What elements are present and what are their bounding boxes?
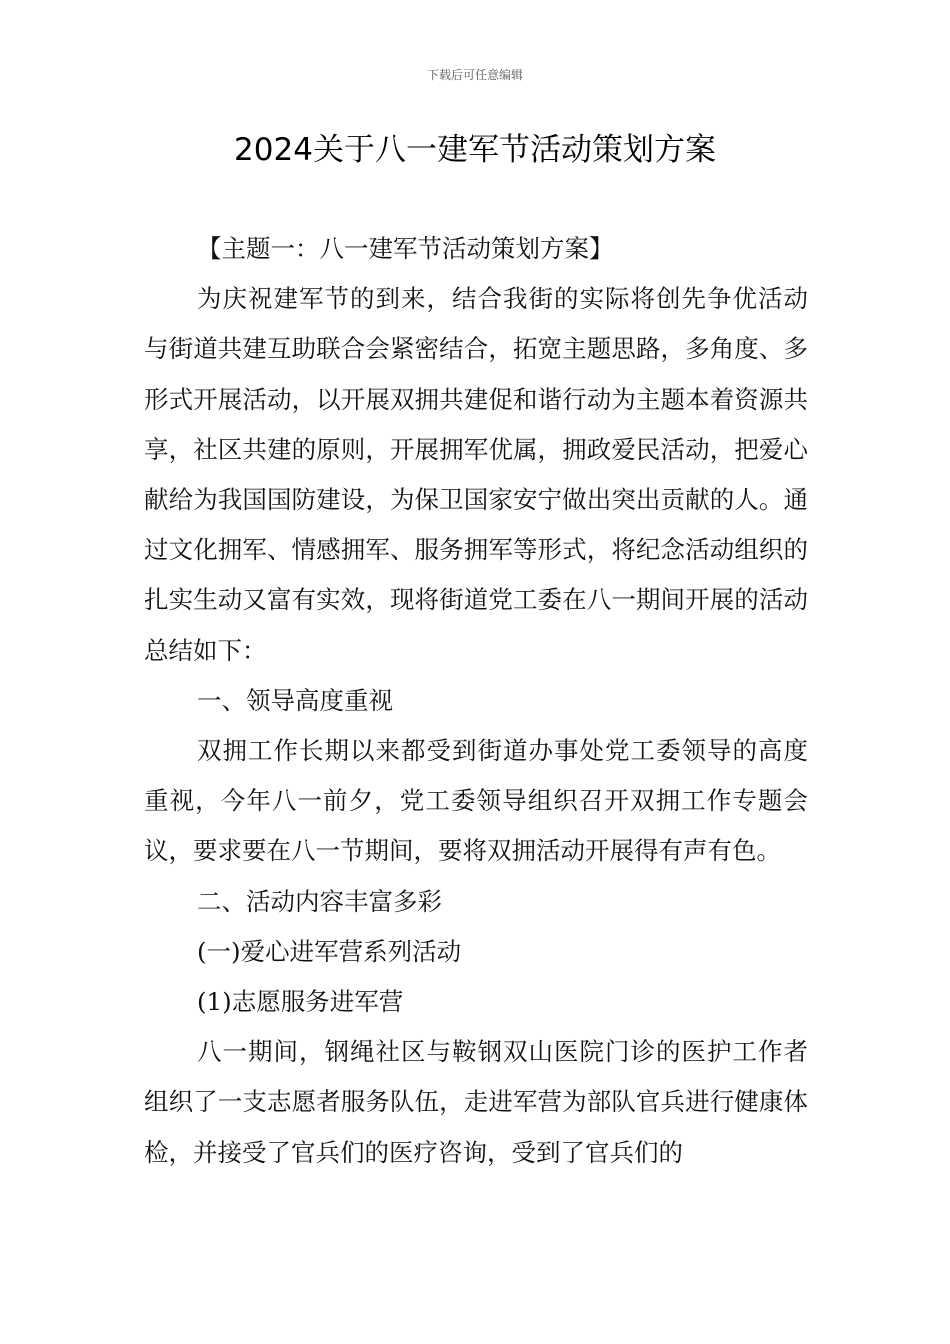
volunteer-paragraph: 八一期间，钢绳社区与鞍钢双山医院门诊的医护工作者组织了一支志愿者服务队伍，走进军营为部队官兵进行健康体检，并接受了官兵们的医疗咨询，受到了官兵们的 bbox=[144, 1037, 808, 1167]
document-title: 2024关于八一建军节活动策划方案 bbox=[234, 132, 716, 168]
intro-paragraph: 为庆祝建军节的到来，结合我街的实际将创先争优活动与街道共建互助联合会紧密结合，拓宽主题思路，多角度、多形式开展活动，以开展双拥共建促和谐行动为主题本着资源共享，社区共建的原则，开展拥军优属，拥政爱民活动，把爱心献给为我国国防建设，为保卫国家安宁做出突出贡献的人。通过文化拥军、情感拥军、服务拥军等形式，将纪念活动组织的扎实生动又富有实效，现将街道党工委在八一期间开展的活动总结如下： bbox=[144, 284, 808, 665]
section-heading-theme-one: 【主题一：八一建军节活动策划方案】 bbox=[197, 234, 614, 263]
section-heading-activities: 二、活动内容丰富多彩 bbox=[197, 886, 442, 916]
document-body bbox=[144, 224, 808, 1178]
header-note: 下载后可任意编辑 bbox=[426, 68, 523, 82]
subsection-heading-volunteer: (1)志愿服务进军营 bbox=[197, 987, 404, 1017]
section-heading-leadership: 一、领导高度重视 bbox=[197, 685, 393, 715]
subsection-heading-love-barracks: (一)爱心进军营系列活动 bbox=[197, 936, 462, 966]
leadership-paragraph: 双拥工作长期以来都受到街道办事处党工委领导的高度重视，今年八一前夕，党工委领导组织召开双拥工作专题会议，要求要在八一节期间，要将双拥活动开展得有声有色。 bbox=[144, 736, 808, 866]
